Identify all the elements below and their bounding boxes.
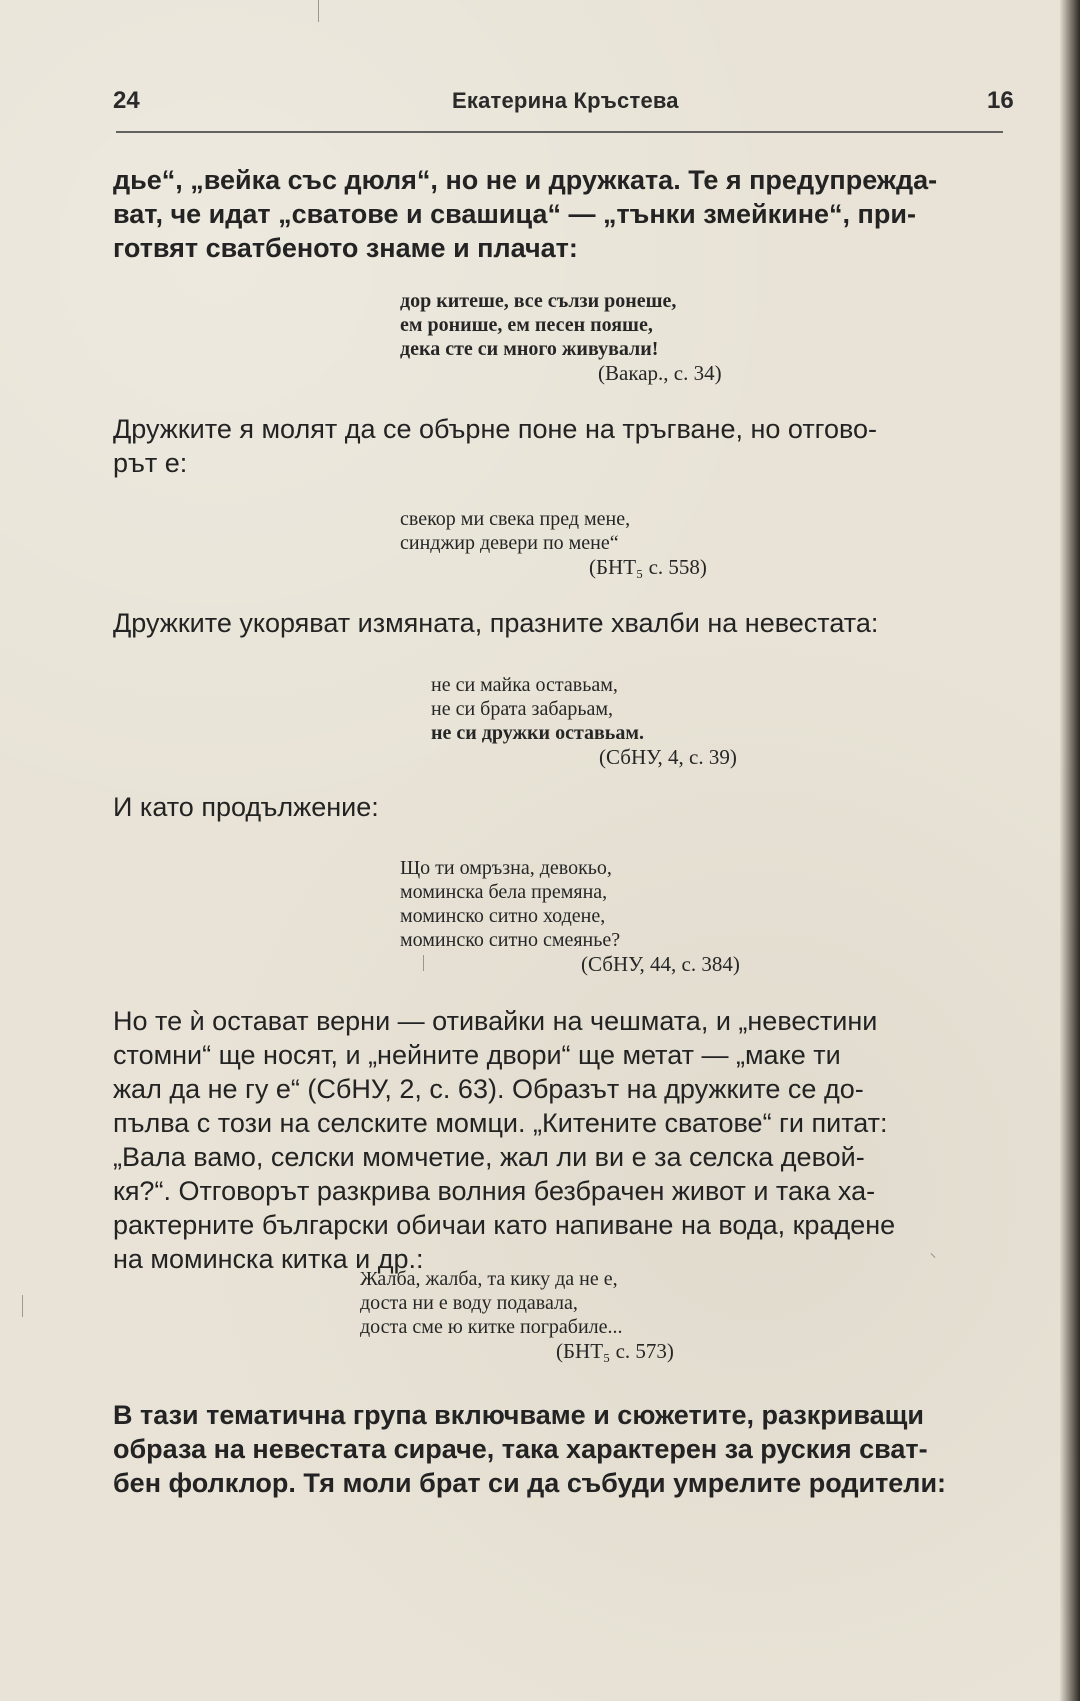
paragraph-6: В тази тематична група включваме и сюжетите, разкриващи образа на невестата сираче, така характерен за руския сват- бен фолклор. Тя моли брат си да събуди умрелите родители: [113, 1400, 947, 1498]
print-mark [318, 0, 319, 22]
paragraph-3: Дружките укоряват измяната, празните хвалби на невестата: [113, 608, 879, 638]
quote-block-4 [400, 856, 740, 977]
signature-mark: 16 [987, 87, 1014, 114]
paragraph-2: Дружките я молят да се обърне поне на тръгване, но отгово- рът е: [113, 414, 878, 478]
page-number: 24 [113, 87, 140, 114]
quote-line: не си майка оставьам, [431, 674, 618, 696]
quote-line: дор китеше, все сълзи ронеше, [400, 290, 677, 312]
page-header [113, 86, 1013, 120]
quote-line: ем ронише, ем песен пояше, [400, 314, 653, 336]
quote-block-5 [360, 1267, 674, 1364]
quote-block-2 [400, 507, 707, 580]
quote-block-3 [431, 673, 737, 770]
quote-line: не си брата забарьам, [431, 698, 614, 720]
quote-citation: (БНТ₅ с. 573) [556, 1339, 674, 1363]
quote-line: не си дружки оставьам. [431, 722, 645, 744]
quote-line: моминско ситно ходене, [400, 905, 606, 927]
quote-line: Що ти омръзна, девокьо, [400, 857, 612, 879]
page-edge-shadow [1060, 0, 1080, 1701]
paragraph-1: дье“, „вейка със дюля“, но не и дружката. Те я предупрежда- ват, че идат „сватове и свашица“ — „тънки змейкине“, при- готвят сватбеното знаме и плачат: [113, 165, 938, 263]
quote-citation: (СбНУ, 4, с. 39) [599, 745, 737, 769]
quote-line: свекор ми свека пред мене, [400, 508, 631, 530]
print-mark [423, 955, 424, 971]
quote-citation: (СбНУ, 44, с. 384) [581, 952, 740, 976]
header-rule [116, 131, 1003, 133]
quote-citation: (Вакар., с. 34) [598, 361, 722, 385]
paragraph-4: И като продължение: [113, 792, 379, 822]
print-mark [22, 1295, 23, 1317]
quote-citation: (БНТ₅ с. 558) [589, 555, 707, 579]
running-title: Екатерина Кръстева [452, 88, 679, 113]
quote-line: моминска бела премяна, [400, 881, 608, 903]
quote-line: синджир девери по мене“ [400, 532, 619, 554]
quote-block-1 [400, 289, 722, 386]
quote-line: доста сме ю китке пограбиле... [360, 1316, 623, 1338]
paragraph-5: Но те ѝ остават верни — отивайки на чешмата, и „невестини стомни“ ще носят, и „нейните двори“ ще метат — „маке ти жал да не гу е“ (СбНУ, 2, с. 63). Образът на дружките се до- пълва с този на селските момци. „Китените сватове“ ги питат: „Вала вамо, селски момчетие, жал ли ви е за селска девой- кя?“. Отговорът разкрива волния безбрачен живот и така ха- рактерните български обичаи като напиване на вода, крадене на моминска китка и др.: [113, 1006, 896, 1274]
quote-line: доста ни е воду подавала, [360, 1292, 578, 1314]
quote-line: Жалба, жалба, та кику да не е, [360, 1268, 618, 1290]
quote-line: дека сте си много живували! [400, 338, 659, 360]
quote-line: моминско ситно смеянье? [400, 929, 621, 951]
